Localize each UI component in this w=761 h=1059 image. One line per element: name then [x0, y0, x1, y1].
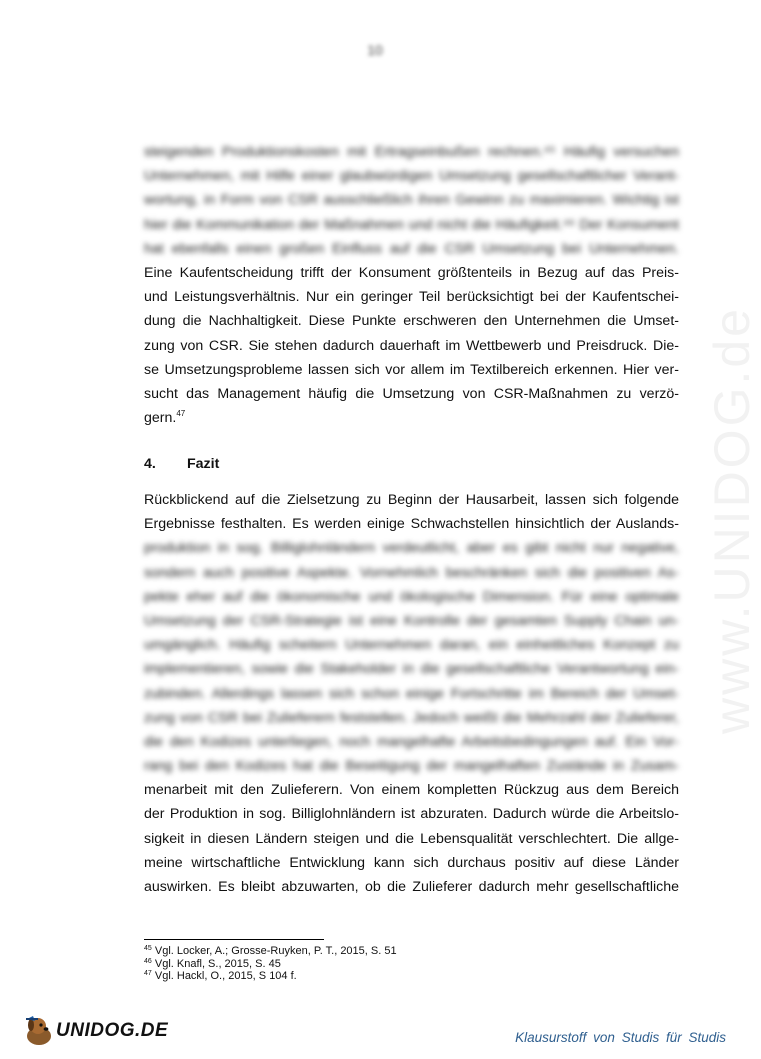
- text-line: zung von CSR. Sie stehen dadurch dauerhaft im Wettbewerb und Preisdruck. Die-: [144, 337, 679, 354]
- footnote-text: Vgl. Hackl, O., 2015, S 104 f.: [154, 970, 297, 982]
- text-line: sondern auch positive Aspekte. Vornehmlich beschränken sich die positiven As-: [144, 564, 679, 581]
- footnote-divider: [144, 939, 324, 940]
- footnote-number: 45: [144, 945, 152, 952]
- tagline: Klausurstoff von Studis für Studis: [515, 1030, 726, 1045]
- text-line: steigenden Produktionskosten mit Ertragseinbußen rechnen.⁴⁵ Häufig versuchen: [144, 144, 679, 160]
- text-line: zung von CSR bei Zulieferern feststellen. Jedoch weißt die Mehrzahl der Zulieferer,: [144, 709, 679, 726]
- footnote-text: Vgl. Locker, A.; Grosse-Ruyken, P. T., 2015, S. 51: [154, 945, 397, 957]
- text-line: [144, 406, 679, 430]
- unidog-logo: [22, 1014, 168, 1048]
- text-line: se Umsetzungsprobleme lassen sich vor allem im Textilbereich erkennen. Hier ver-: [144, 361, 679, 378]
- footnote-number: 47: [144, 970, 152, 977]
- text-line: hat ebenfalls einen großen Einfluss auf die CSR Umsetzung bei Unternehmen.: [144, 240, 679, 257]
- text-line: dung die Nachhaltigkeit. Diese Punkte erschweren den Unternehmen die Umset-: [144, 313, 679, 330]
- text-line: Eine Kaufentscheidung trifft der Konsument größtenteils in Bezug auf das Preis-: [144, 264, 679, 281]
- footnote-text: Vgl. Knafl, S., 2015, S. 45: [154, 957, 281, 970]
- text-line: Ergebnisse festhalten. Es werden einige Schwachstellen hinsichtlich der Auslands-: [144, 516, 679, 533]
- text-line: Umsetzung der CSR-Strategie ist eine Kontrolle der gesamten Supply Chain un-: [144, 612, 679, 629]
- footnote: [144, 958, 397, 971]
- text-line: meine wirtschaftliche Entwicklung kann sich durchaus positiv auf diese Länder: [144, 854, 679, 871]
- paragraph-before-heading: [144, 140, 679, 430]
- text-line: menarbeit mit den Zulieferern. Von einem kompletten Rückzug aus dem Bereich: [144, 782, 679, 799]
- footnotes: [144, 945, 397, 983]
- paragraph-fazit: [144, 488, 679, 899]
- logo-text: UNIDOG.DE: [56, 1020, 169, 1041]
- text-line: der Produktion in sog. Billiglohnländern ist abzuraten. Dadurch würde die Arbeitslo-: [144, 806, 679, 823]
- text-line: implementieren, sowie die Stakeholder in die gesellschaftliche Verantwortung ein-: [144, 661, 679, 678]
- text-line: pekte eher auf die ökonomische und ökologische Dimension. Für eine optimale: [144, 588, 679, 605]
- dog-icon: [22, 1014, 56, 1048]
- footnote-number: 46: [144, 957, 152, 965]
- text-line: sucht das Management häufig die Umsetzung von CSR-Maßnahmen zu verzö-: [144, 385, 679, 402]
- section-heading: [144, 456, 219, 472]
- text-line: die den Kodizes unterliegen, noch mangelhafte Arbeitsbedingungen auf. Ein Vor-: [144, 733, 679, 750]
- text-line: produktion in sog. Billiglohnländern verdeutlicht, aber es gibt nicht nur negative,: [144, 540, 679, 557]
- text-line: hier die Kommunikation der Maßnahmen und nicht die Häufigkeit.⁴⁶ Der Konsument: [144, 216, 679, 233]
- footnote: [144, 970, 397, 983]
- text-line: zubinden. Allerdings lassen sich schon einige Fortschritte im Bereich der Umset-: [144, 685, 679, 702]
- text-line: sigkeit in diesen Ländern steigen und die Lebensqualität verschlechtert. Die allge-: [144, 830, 679, 847]
- page-number: 10: [367, 42, 383, 58]
- text-line: wortung, in Form von CSR ausschließlich ihren Gewinn zu maximieren. Wichtig ist: [144, 192, 679, 209]
- text-line: rang bei den Kodizes hat die Beseitigung der mangelhaften Zustände in Zusam-: [144, 758, 679, 775]
- text-line: Rückblickend auf die Zielsetzung zu Beginn der Hausarbeit, lassen sich folgende: [144, 492, 679, 508]
- footnote: [144, 945, 397, 958]
- text-line: auswirken. Es bleibt abzuwarten, ob die Zulieferer dadurch mehr gesellschaftliche: [144, 879, 679, 895]
- section-title: Fazit: [187, 456, 220, 472]
- text-line: Unternehmen, mit Hilfe einer glaubwürdigen Umsetzung gesellschaftlicher Verant-: [144, 168, 679, 185]
- section-number: 4.: [144, 456, 156, 472]
- watermark: www.UNIDOG.de: [704, 306, 760, 734]
- text-line-content: gern.: [144, 410, 177, 427]
- text-line: und Leistungsverhältnis. Nur ein geringer Teil berücksichtigt bei der Kaufentschei-: [144, 289, 679, 306]
- footnote-ref: 47: [176, 409, 186, 419]
- text-line: umgänglich. Häufig scheitern Unternehmen daran, ein einheitliches Konzept zu: [144, 637, 679, 654]
